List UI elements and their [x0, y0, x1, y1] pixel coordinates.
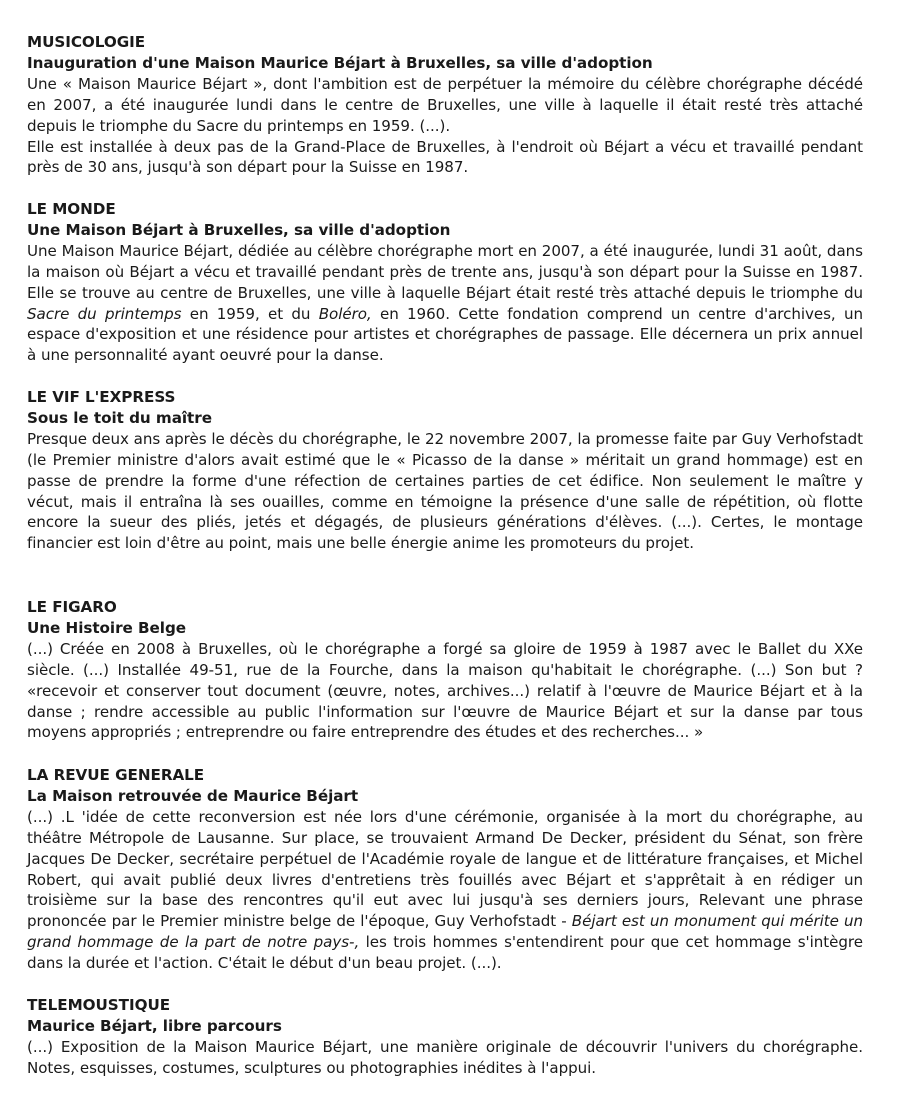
press-excerpt-le-figaro [27, 597, 863, 743]
article-title: Une Histoire Belge [27, 618, 187, 637]
press-excerpt-revue-generale [27, 765, 863, 974]
source-name: LE MONDE [27, 200, 116, 218]
press-excerpt-le-monde [27, 199, 863, 366]
press-excerpt-le-vif [27, 387, 863, 554]
source-name: TELEMOUSTIQUE [27, 996, 171, 1014]
source-name: MUSICOLOGIE [27, 33, 146, 51]
article-body [27, 807, 863, 974]
article-title: Maurice Béjart, libre parcours [27, 1016, 282, 1035]
press-excerpt-telemoustique [27, 995, 863, 1079]
article-paragraph: Une « Maison Maurice Béjart », dont l'ambition est de perpétuer la mémoire du célèbre chorégraphe décédé en 2007, a été inaugurée lundi dans le centre de Bruxelles, une ville à laquelle il était resté très attaché depuis le triomphe du Sacre du printemps en 1959. (...). [27, 74, 863, 135]
article-title: Sous le toit du maître [27, 408, 212, 427]
article-title: Inauguration d'une Maison Maurice Béjart à Bruxelles, sa ville d'adoption [27, 53, 653, 72]
article-paragraph: Elle est installée à deux pas de la Grand-Place de Bruxelles, à l'endroit où Béjart a vécu et travaillé pendant près de 30 ans, jusqu'à son départ pour la Suisse en 1987. [27, 137, 863, 177]
source-name: LE VIF L'EXPRESS [27, 388, 176, 406]
source-name: LA REVUE GENERALE [27, 766, 205, 784]
article-title: Une Maison Béjart à Bruxelles, sa ville d'adoption [27, 220, 451, 239]
article-title: La Maison retrouvée de Maurice Béjart [27, 786, 359, 805]
body-text: (...) .L 'idée de cette reconversion est née lors d'une cérémonie, organisée à la mort du chorégraphe, au théâtre Métropole de Lausanne. Sur place, se trouvaient Armand De Decker, président du Sénat, son frère Jacques De Decker, secrétaire perpétuel de l'Académie royale de langue et de littérature françaises, et Michel Robert, qui avait publié deux livres d'entretiens très fouillés avec Béjart et s'apprêtait à en rédiger un troisième sur la base des rencontres qu'il eut avec lui jusqu'à ses derniers jours, Relevant une phrase prononcée par le Premier ministre belge de l'époque, Guy Verhofstadt - [27, 807, 863, 931]
source-name: LE FIGARO [27, 598, 117, 616]
body-text: en 1959, et du [181, 304, 319, 323]
article-body [27, 241, 863, 366]
body-text: Une Maison Maurice Béjart, dédiée au célèbre chorégraphe mort en 2007, a été inaugurée, lundi 31 août, dans la maison où Béjart a vécu et travaillé pendant près de trente ans, jusqu'à son départ pour la Suisse en 1987. Elle se trouve au centre de Bruxelles, une ville à laquelle Béjart était resté très attaché depuis le triomphe du [27, 241, 863, 302]
body-text: les trois hommes s'entendirent pour que cet hommage s'intègre dans la durée et l'action. C'était le début d'un beau projet. (...). [27, 933, 863, 973]
italic-work-title: Sacre du printemps [27, 304, 182, 323]
italic-quote: Béjart est un monument qui mérite un grand hommage de la part de notre pays-, [27, 912, 863, 952]
article-body: (...) Exposition de la Maison Maurice Béjart, une manière originale de découvrir l'univers du chorégraphe. Notes, esquisses, costumes, sculptures ou photographies inédites à l'appui. [27, 1037, 863, 1077]
italic-work-title: Boléro, [318, 304, 372, 323]
article-body: (...) Créée en 2008 à Bruxelles, où le chorégraphe a forgé sa gloire de 1959 à 1987 avec le Ballet du XXe siècle. (...) Installée 49-51, rue de la Fourche, dans la maison qu'habitait le chorégraphe. (...) Son but ? «recevoir et conserver tout document (œuvre, notes, archives...) relatif à l'œuvre de Maurice Béjart et à la danse ; rendre accessible au public l'information sur l'œuvre de Maurice Béjart et sur la danse par tous moyens appropriés ; entreprendre ou faire entreprendre des études et des recherches... » [27, 639, 863, 742]
press-excerpt-musicologie [27, 32, 863, 178]
body-text: en 1960. Cette fondation comprend un centre d'archives, un espace d'exposition et une résidence pour artistes et chorégraphes de passage. Elle décernera un prix annuel à une personnalité ayant oeuvré pour la danse. [27, 304, 863, 365]
article-body: Presque deux ans après le décès du chorégraphe, le 22 novembre 2007, la promesse faite par Guy Verhofstadt (le Premier ministre d'alors avait estimé que le « Picasso de la danse » méritait un grand hommage) est en passe de prendre la forme d'une réfection de certaines parties de cet édifice. Non seulement le maître y vécut, mais il entraîna là ses ouailles, comme en témoigne la présence d'une salle de répétition, où flotte encore la sueur des pliés, jetés et dégagés, de plusieurs générations d'élèves. (...). Certes, le montage financier est loin d'être au point, mais une belle énergie anime les promoteurs du projet. [27, 429, 863, 553]
